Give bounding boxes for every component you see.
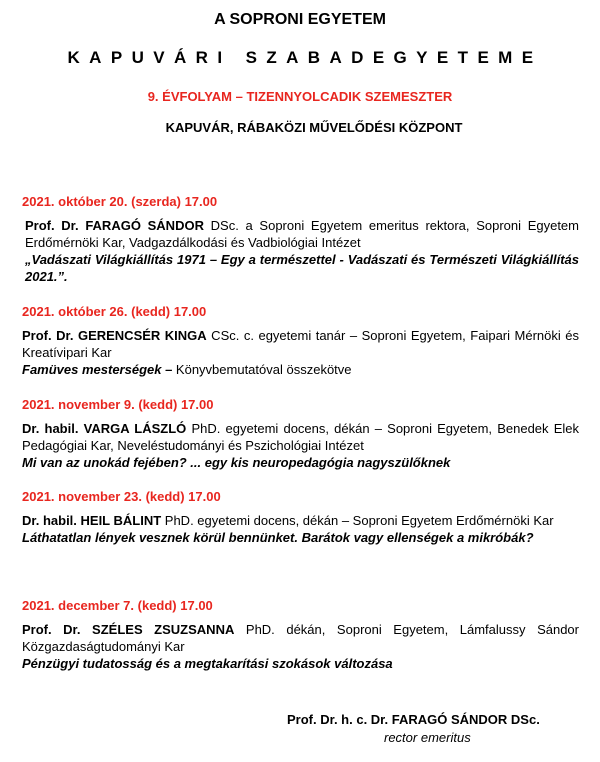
event-item xyxy=(22,193,579,285)
event-item xyxy=(22,488,579,546)
event-title: Pénzügyi tudatosság és a megtakarítási szokások változása xyxy=(22,656,393,671)
event-title: Famüves mesterségek – xyxy=(22,362,173,377)
signature-name: Prof. Dr. h. c. Dr. FARAGÓ SÁNDOR DSc. xyxy=(287,712,540,727)
signature-role: rector emeritus xyxy=(384,730,471,745)
event-speaker: Prof. Dr. SZÉLES ZSUZSANNA xyxy=(22,622,235,637)
signature-block xyxy=(287,711,540,747)
event-speaker: Prof. Dr. GERENCSÉR KINGA xyxy=(22,328,207,343)
event-body xyxy=(22,420,579,471)
event-note: Könyvbemutatóval összekötve xyxy=(172,362,352,377)
university-title: A SOPRONI EGYETEM xyxy=(214,11,386,28)
event-speaker: Dr. habil. VARGA LÁSZLÓ xyxy=(22,421,187,436)
event-title: Láthatatlan lények vesznek körül bennünket. Barátok vagy ellenségek a mikróbák? xyxy=(22,530,534,545)
event-item xyxy=(22,597,579,672)
event-date: 2021. november 23. (kedd) 17.00 xyxy=(22,489,221,504)
event-affiliation: DSc. a Soproni Egyetem emeritus rektora, Soproni Egyetem Erdőmérnöki Kar, Vadgazdálkodási és Vadbiológiai Intézet xyxy=(25,218,579,250)
event-affiliation: PhD. egyetemi docens, dékán – Soproni Egyetem, Benedek Elek Pedagógiai Kar, Neveléstudományi és Pszichológiai Intézet xyxy=(22,421,579,453)
event-body xyxy=(22,217,579,285)
event-affiliation: CSc. c. egyetemi tanár – Soproni Egyetem, Faipari Mérnöki és Kreatívipari Kar xyxy=(22,328,579,360)
event-date: 2021. október 20. (szerda) 17.00 xyxy=(22,194,218,209)
event-item xyxy=(22,396,579,471)
event-body xyxy=(22,327,579,378)
free-university-title: KAPUVÁRI SZABADEGYETEME xyxy=(67,48,543,67)
event-speaker: Dr. habil. HEIL BÁLINT xyxy=(22,513,162,528)
venue-subtitle: KAPUVÁR, RÁBAKÖZI MŰVELŐDÉSI KÖZPONT xyxy=(165,120,463,135)
event-date: 2021. november 9. (kedd) 17.00 xyxy=(22,397,214,412)
event-date: 2021. október 26. (kedd) 17.00 xyxy=(22,304,207,319)
event-affiliation: PhD. egyetemi docens, dékán – Soproni Egyetem Erdőmérnöki Kar xyxy=(161,513,554,528)
event-body xyxy=(22,512,579,546)
event-body xyxy=(22,621,579,672)
event-affiliation: PhD. dékán, Soproni Egyetem, Lámfalussy Sándor Közgazdaságtudományi Kar xyxy=(22,622,579,654)
semester-subtitle: 9. ÉVFOLYAM – TIZENNYOLCADIK SZEMESZTER xyxy=(147,89,453,104)
event-title: „Vadászati Világkiállítás 1971 – Egy a természettel - Vadászati és Természeti Világkiállítás 2021.”. xyxy=(25,252,579,284)
event-title: Mi van az unokád fejében? ... egy kis neuropedagógia nagyszülőknek xyxy=(22,455,451,470)
event-item xyxy=(22,303,579,378)
event-speaker: Prof. Dr. FARAGÓ SÁNDOR xyxy=(25,218,204,233)
event-date: 2021. december 7. (kedd) 17.00 xyxy=(22,598,213,613)
